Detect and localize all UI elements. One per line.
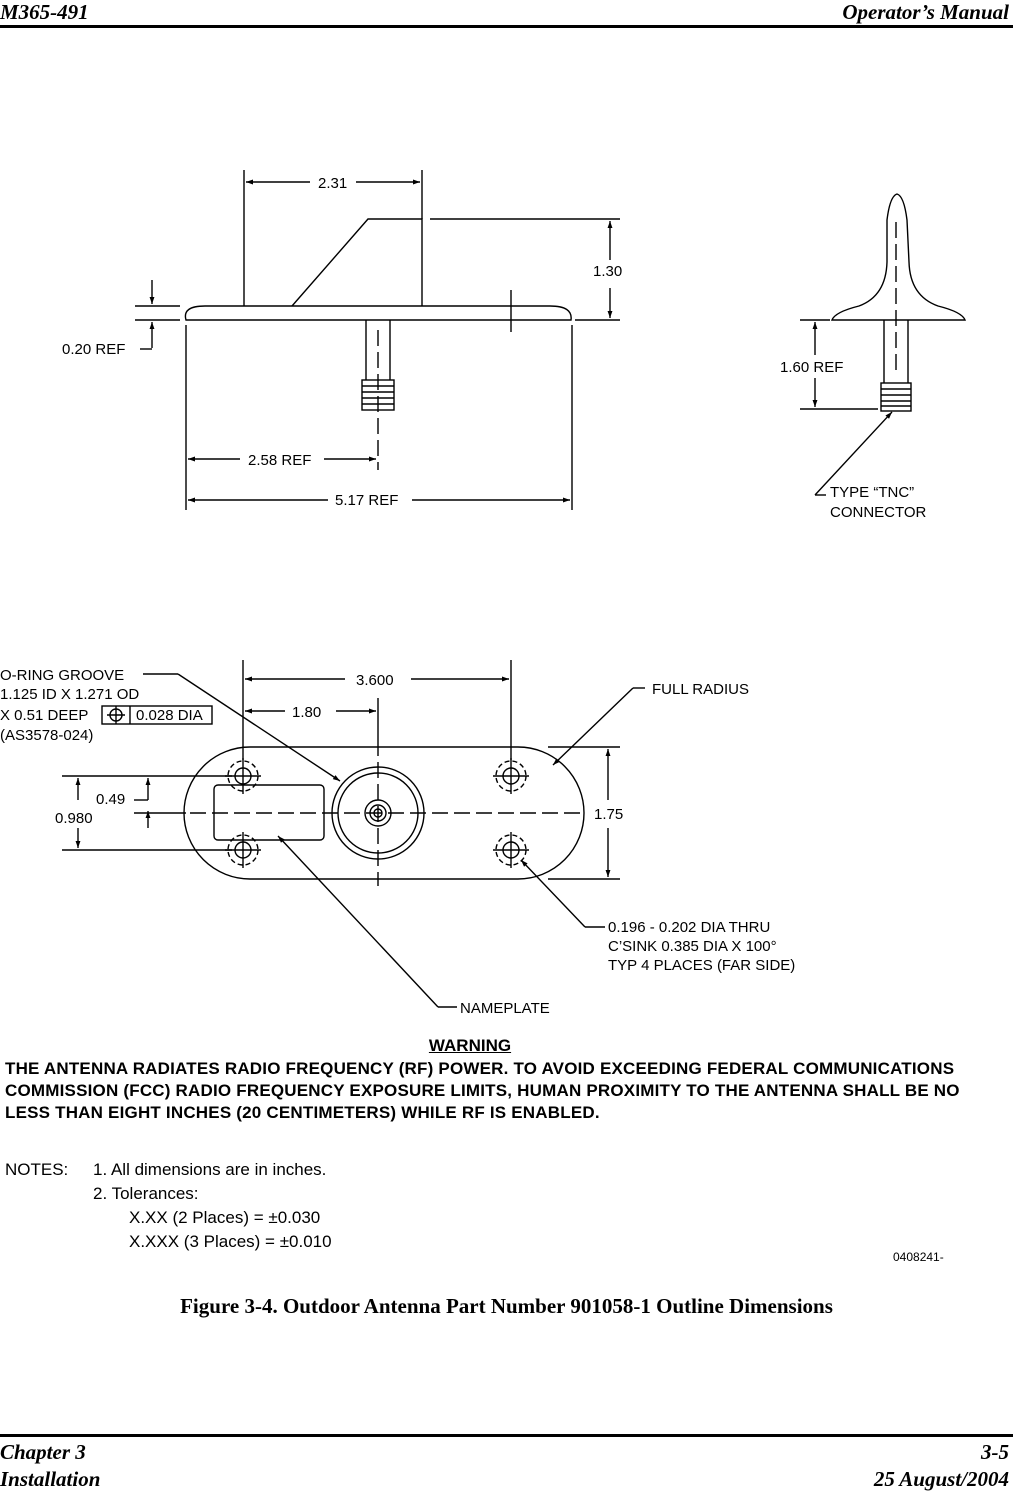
front-view	[135, 170, 623, 510]
notes-label: NOTES:	[5, 1160, 69, 1179]
drawing-code: 0408241-	[893, 1250, 944, 1264]
footer-section: Installation	[0, 1467, 101, 1491]
note-2: 2. Tolerances:	[93, 1184, 199, 1203]
footer-page: 3-5	[981, 1440, 1009, 1464]
oring-tolerance: 0.028 DIA	[136, 707, 203, 724]
footer-chapter: Chapter 3	[0, 1440, 86, 1464]
oring-label-line1: O-RING GROOVE	[0, 667, 125, 684]
oring-label-line3: X 0.51 DEEP	[0, 707, 89, 724]
dim-spacing-label: 3.600	[356, 672, 394, 689]
note-1: 1. All dimensions are in inches.	[93, 1160, 327, 1179]
oring-label-line4: (AS3578-024)	[0, 727, 94, 744]
dim-length-label: 5.17 REF	[335, 492, 399, 509]
dim-side-height-label: 1.60 REF	[780, 359, 844, 376]
connector-label-line1: TYPE “TNC”	[830, 484, 915, 501]
dim-049-label: 0.49	[96, 791, 126, 808]
doc-title: Operator’s Manual	[842, 0, 1009, 24]
full-radius-label: FULL RADIUS	[652, 681, 749, 698]
warning-title: WARNING	[428, 1036, 512, 1055]
dim-175-label: 1.75	[594, 806, 624, 823]
footer-date: 25 August/2004	[873, 1467, 1009, 1491]
warning-text: THE ANTENNA RADIATES RADIO FREQUENCY (RF) POWER. TO AVOID EXCEEDING FEDERAL COMMUNICATIONS COMMISSION (FCC) RADIO FREQUENCY EXPOSURE LIMITS, HUMAN PROXIMITY TO THE ANTENNA SHALL BE NO LESS THAN EIGHT INCHES (20 CENTIMETERS) WHILE RF IS ENABLED.	[5, 1059, 960, 1122]
note-2b: X.XXX (3 Places) = ±0.010	[129, 1232, 332, 1251]
dim-center-label: 2.58 REF	[248, 452, 312, 469]
dim-base-label: 0.20 REF	[62, 341, 126, 358]
side-view	[800, 194, 965, 495]
hole-note-line1: 0.196 - 0.202 DIA THRU	[608, 919, 771, 936]
oring-label-line2: 1.125 ID X 1.271 OD	[0, 686, 140, 703]
dim-half-label: 1.80	[292, 704, 322, 721]
note-2a: X.XX (2 Places) = ±0.030	[129, 1208, 321, 1227]
figure-caption: Figure 3-4. Outdoor Antenna Part Number 901058-1 Outline Dimensions	[180, 1294, 833, 1318]
hole-note-line2: C’SINK 0.385 DIA X 100°	[608, 938, 777, 955]
dim-0980-label: 0.980	[55, 810, 93, 827]
dim-height-label: 1.30	[593, 263, 623, 280]
footer-rule	[0, 1434, 1013, 1437]
dim-width-label: 2.31	[318, 175, 348, 192]
hole-note-line3: TYP 4 PLACES (FAR SIDE)	[608, 957, 796, 974]
connector-label-line2: CONNECTOR	[830, 504, 927, 521]
doc-number: M365-491	[0, 0, 89, 24]
nameplate-label: NAMEPLATE	[460, 1000, 550, 1017]
